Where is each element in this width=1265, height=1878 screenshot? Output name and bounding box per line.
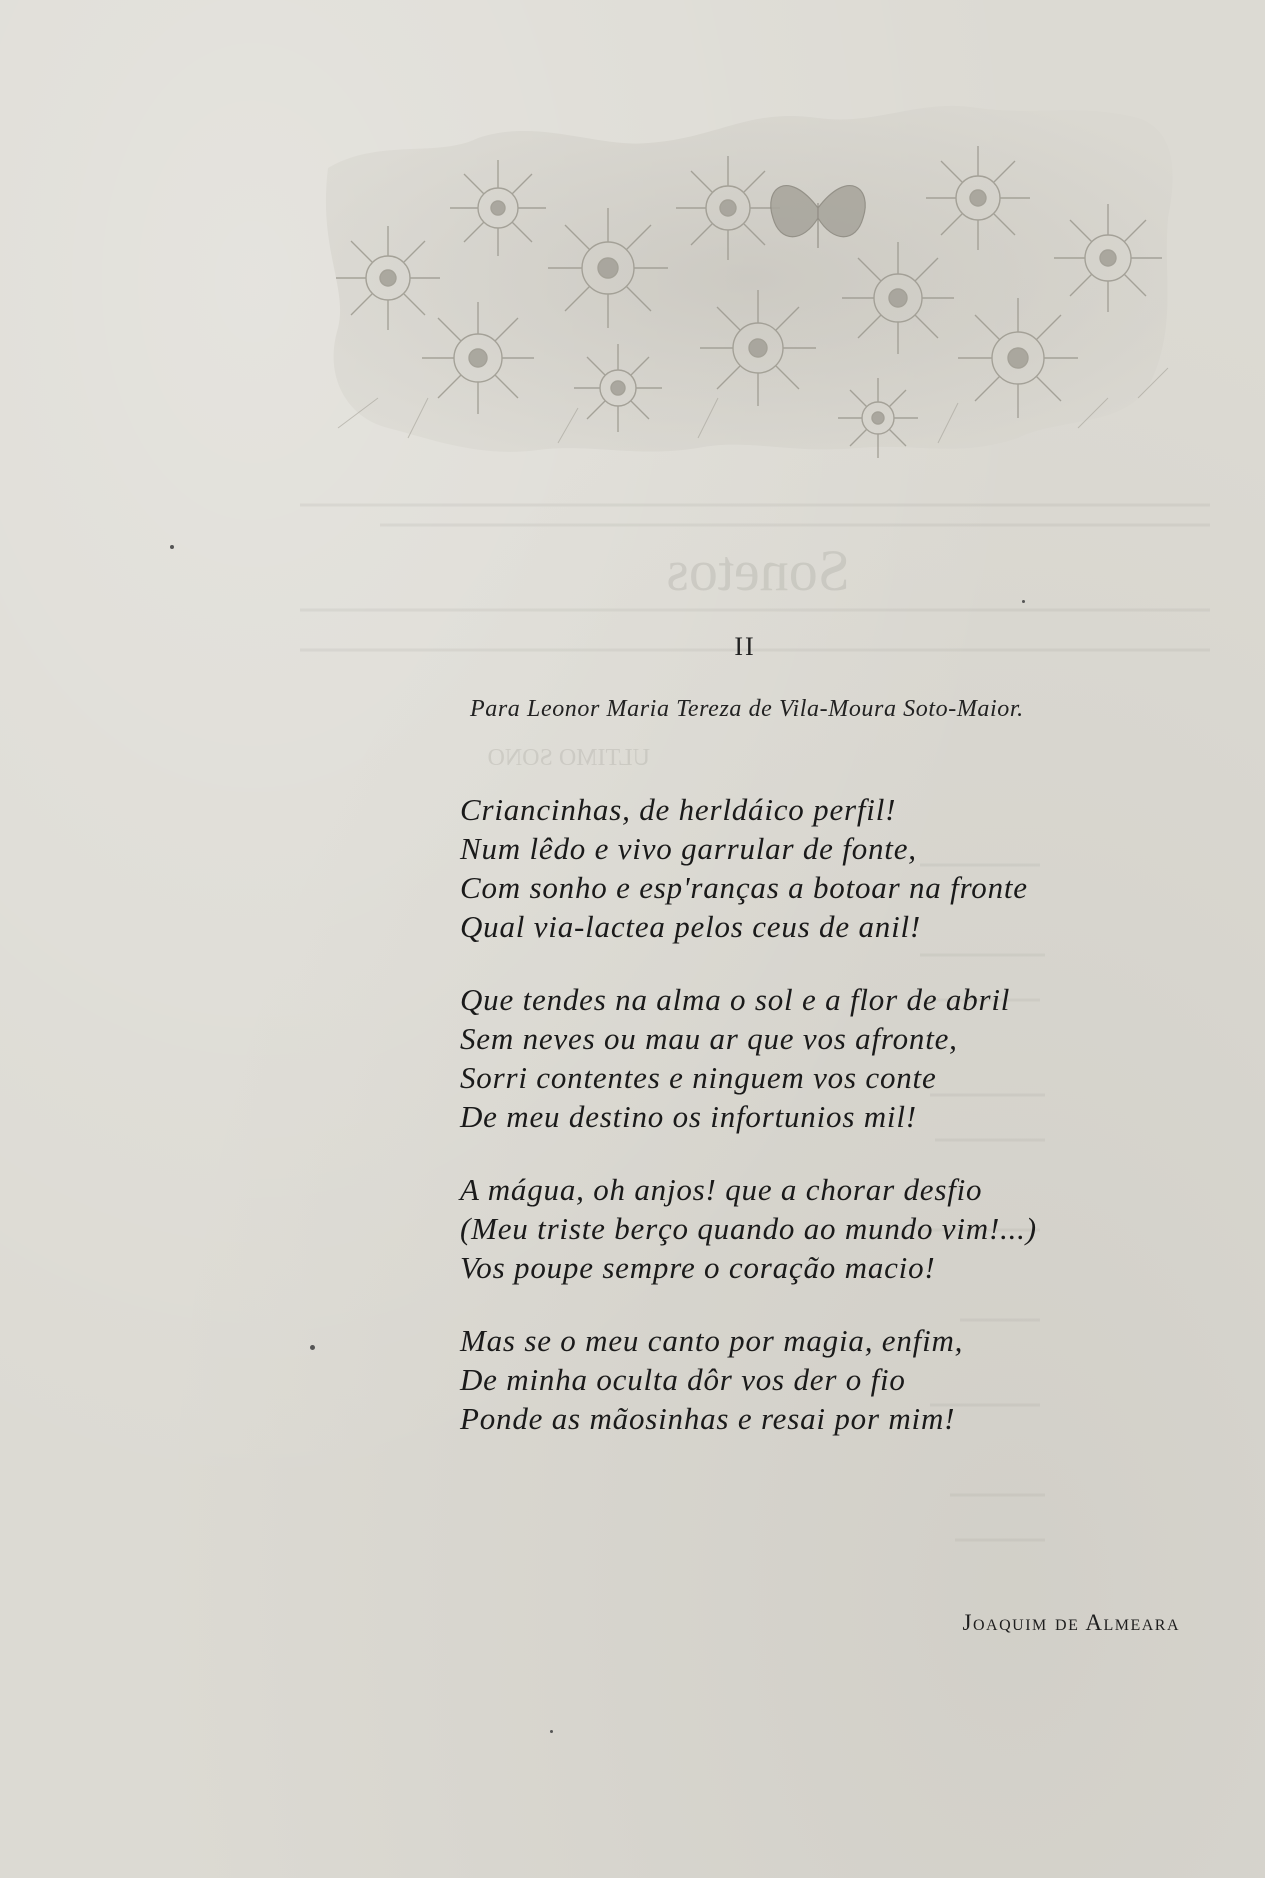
poem-line: Sem neves ou mau ar que vos afronte, bbox=[460, 1021, 958, 1056]
paper-speck bbox=[170, 545, 174, 549]
dedication: Para Leonor Maria Tereza de Vila-Moura Soto-Maior. bbox=[470, 696, 1024, 722]
poem-line: (Meu triste berço quando ao mundo vim!...) bbox=[460, 1211, 1037, 1246]
stanza bbox=[460, 1321, 1100, 1438]
poem-line: Ponde as mãosinhas e resai por mim! bbox=[460, 1401, 956, 1436]
stanza bbox=[460, 980, 1100, 1136]
poem-line: Qual via-lactea pelos ceus de anil! bbox=[460, 909, 922, 944]
author-signature: Joaquim de Almeara bbox=[962, 1610, 1180, 1635]
flower-vignette-icon bbox=[318, 98, 1180, 470]
poem-line: Num lêdo e vivo garrular de fonte, bbox=[460, 831, 917, 866]
section-number: II bbox=[734, 632, 756, 661]
paper-speck bbox=[310, 1345, 315, 1350]
poem-line: Com sonho e esp'ranças a botoar na fronte bbox=[460, 870, 1028, 905]
poem-line: Sorri contentes e ninguem vos conte bbox=[460, 1060, 937, 1095]
poem-line: De minha oculta dôr vos der o fio bbox=[460, 1362, 906, 1397]
stanza bbox=[460, 1170, 1100, 1287]
poem-line: Que tendes na alma o sol e a flor de abril bbox=[460, 982, 1011, 1017]
poem-line: Vos poupe sempre o coração macio! bbox=[460, 1250, 936, 1285]
svg-text:Sonetos: Sonetos bbox=[666, 538, 850, 603]
poem-line: Mas se o meu canto por magia, enfim, bbox=[460, 1323, 964, 1358]
poem-line: A mágua, oh anjos! que a chorar desfio bbox=[460, 1172, 983, 1207]
poem bbox=[460, 790, 1100, 1472]
paper-speck bbox=[550, 1730, 553, 1733]
svg-text:ULTIMO SONO: ULTIMO SONO bbox=[487, 745, 650, 771]
poem-line: Criancinhas, de herldáico perfil! bbox=[460, 792, 897, 827]
paper-speck bbox=[1022, 600, 1025, 603]
stanza bbox=[460, 790, 1100, 946]
poem-line: De meu destino os infortunios mil! bbox=[460, 1099, 917, 1134]
